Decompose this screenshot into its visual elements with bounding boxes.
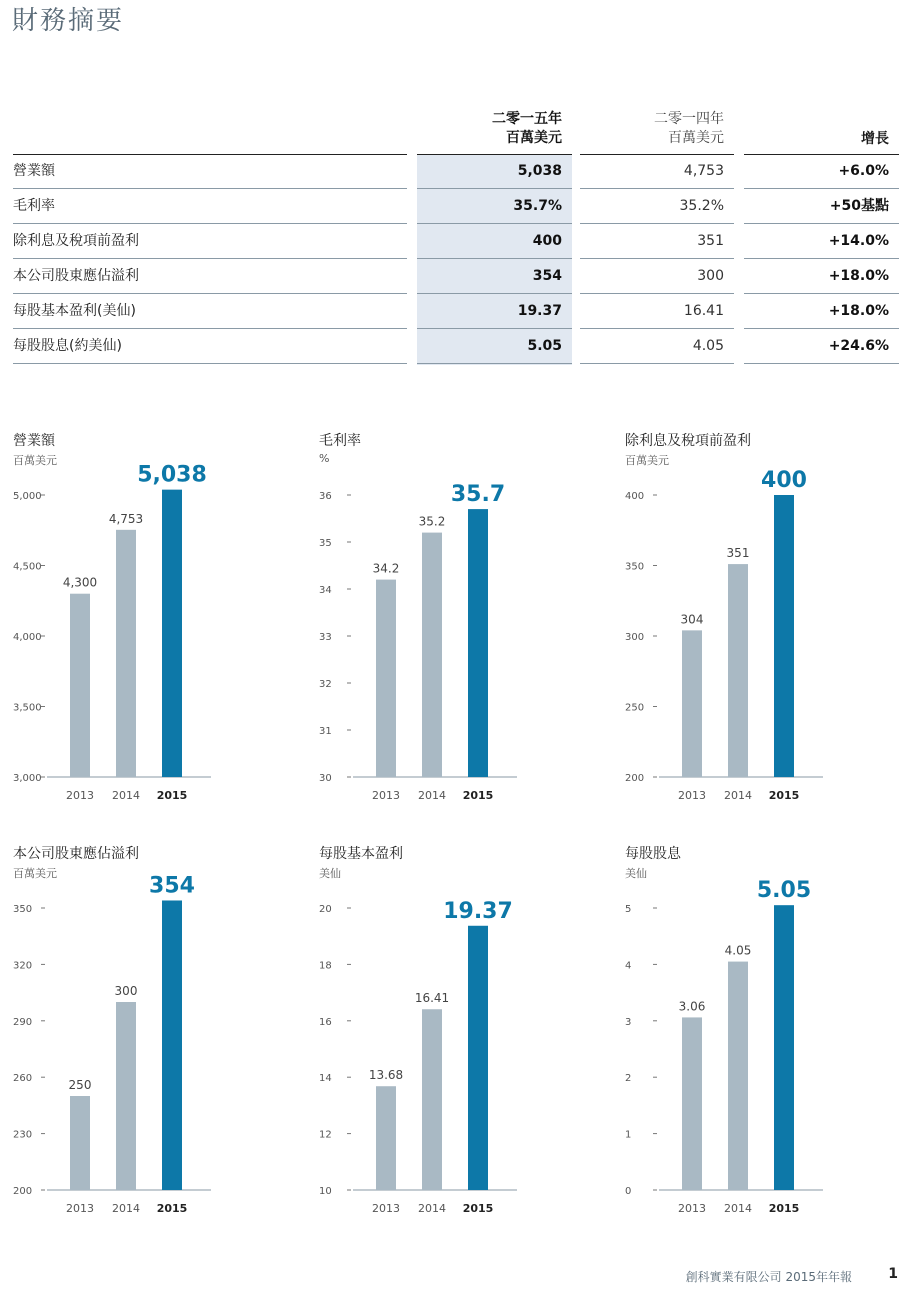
header-growth: 增長 <box>861 131 889 147</box>
y-tick-label: 32 <box>319 679 332 690</box>
chart-unit: 百萬美元 <box>13 867 57 880</box>
page-title: 財務摘要 <box>12 6 125 36</box>
chart-unit: % <box>319 452 330 465</box>
row-label: 毛利率 <box>13 198 55 214</box>
x-tick-label: 2014 <box>418 1202 446 1215</box>
y-tick-label: 33 <box>319 632 332 643</box>
x-tick-label: 2014 <box>112 1202 140 1215</box>
x-tick-label: 2014 <box>418 789 446 802</box>
y-tick-label: 34 <box>319 585 332 596</box>
y-tick-label: 5 <box>625 904 632 915</box>
y-tick-label: 16 <box>319 1016 332 1028</box>
header-2015-line2: 百萬美元 <box>506 130 562 146</box>
bar <box>116 1002 136 1190</box>
value-2014: 4,753 <box>683 163 724 179</box>
bar <box>468 926 488 1190</box>
y-tick-label: 290 <box>13 1016 33 1028</box>
y-tick-label: 350 <box>625 561 645 573</box>
data-label: 5,038 <box>137 462 207 488</box>
data-label: 250 <box>68 1078 92 1092</box>
value-2015: 5.05 <box>527 338 562 354</box>
bar <box>774 495 794 777</box>
value-2014: 300 <box>697 268 724 284</box>
chart-title: 本公司股東應佔溢利 <box>13 846 139 862</box>
data-label: 4,300 <box>62 575 98 590</box>
x-tick-label: 2015 <box>462 1202 494 1215</box>
bar-chart-svg <box>319 843 619 1243</box>
bar <box>682 1017 702 1190</box>
y-tick-label: 14 <box>319 1073 332 1085</box>
x-tick-label: 2013 <box>66 789 94 802</box>
y-tick-label: 200 <box>625 773 645 784</box>
y-tick-label: 260 <box>13 1073 33 1085</box>
header-2014-line1: 二零一四年 <box>654 111 724 127</box>
bar <box>376 1086 396 1190</box>
data-label: 5.05 <box>756 878 812 904</box>
y-tick-label: 1 <box>625 1129 632 1141</box>
growth-value: +50基點 <box>829 198 889 214</box>
header-2014-line2: 百萬美元 <box>668 130 724 146</box>
data-label: 4.05 <box>724 943 752 958</box>
bar <box>70 1096 90 1190</box>
table-row <box>13 294 899 329</box>
chart-dividend <box>625 843 900 1243</box>
row-label: 營業額 <box>13 163 55 179</box>
value-2015: 354 <box>532 268 562 284</box>
table-row <box>13 154 899 189</box>
bar-chart-svg <box>625 430 900 830</box>
chart-eps <box>319 843 619 1243</box>
chart-unit: 美仙 <box>625 867 647 880</box>
value-2014: 35.2% <box>679 198 724 214</box>
data-label: 3.06 <box>678 999 706 1014</box>
chart-revenue <box>13 430 313 830</box>
value-2014: 351 <box>697 233 724 249</box>
row-divider <box>744 363 899 364</box>
y-tick-label: 4,500 <box>13 561 42 573</box>
y-tick-label: 3,000 <box>13 773 42 784</box>
chart-gross-margin <box>319 430 619 830</box>
row-divider <box>580 363 734 364</box>
y-tick-label: 35 <box>319 538 332 549</box>
data-label: 16.41 <box>414 991 450 1006</box>
bar <box>728 564 748 777</box>
data-label: 351 <box>726 546 750 561</box>
data-label: 300 <box>114 984 138 998</box>
x-tick-label: 2013 <box>678 1202 706 1215</box>
header-2015-line1: 二零一五年 <box>492 111 562 127</box>
y-tick-label: 5,000 <box>13 491 42 502</box>
value-2015: 19.37 <box>517 303 562 319</box>
y-tick-label: 4 <box>625 960 632 972</box>
value-2015: 35.7% <box>513 198 562 214</box>
bar-chart-svg <box>625 843 900 1243</box>
y-tick-label: 230 <box>13 1129 33 1141</box>
growth-value: +6.0% <box>838 163 889 179</box>
row-label: 本公司股東應佔溢利 <box>13 268 139 284</box>
table-row <box>13 189 899 224</box>
data-label: 304 <box>680 612 704 627</box>
footer-company: 創科實業有限公司 2015年年報 <box>685 1270 852 1284</box>
bar <box>728 962 748 1190</box>
value-2015: 400 <box>532 233 562 249</box>
y-tick-label: 36 <box>319 491 332 502</box>
chart-title: 除利息及稅項前盈利 <box>625 433 751 449</box>
bar-chart-svg <box>13 430 313 830</box>
data-label: 19.37 <box>443 898 513 924</box>
data-label: 35.2 <box>418 514 446 529</box>
table-row <box>13 329 899 364</box>
chart-title: 每股股息 <box>625 846 681 862</box>
bar <box>422 533 442 777</box>
table-header <box>13 108 899 154</box>
x-tick-label: 2015 <box>768 789 800 802</box>
x-tick-label: 2014 <box>112 789 140 802</box>
data-label: 354 <box>149 873 195 899</box>
growth-value: +14.0% <box>828 233 889 249</box>
chart-unit: 百萬美元 <box>13 454 57 467</box>
bar <box>162 490 182 777</box>
chart-title: 營業額 <box>13 433 55 449</box>
bar <box>116 530 136 777</box>
growth-value: +18.0% <box>828 303 889 319</box>
y-tick-label: 3,500 <box>13 702 42 714</box>
bar-chart-svg <box>13 843 313 1243</box>
growth-value: +24.6% <box>828 338 889 354</box>
page-number: 1 <box>888 1266 898 1282</box>
x-tick-label: 2013 <box>372 1202 400 1215</box>
row-label: 除利息及稅項前盈利 <box>13 233 139 249</box>
value-2014: 16.41 <box>683 303 724 319</box>
x-tick-label: 2013 <box>372 789 400 802</box>
row-label: 每股股息(約美仙) <box>13 338 122 354</box>
x-tick-label: 2014 <box>724 1202 752 1215</box>
y-tick-label: 3 <box>625 1016 632 1028</box>
y-tick-label: 350 <box>13 904 33 915</box>
y-tick-label: 0 <box>625 1186 632 1197</box>
x-tick-label: 2013 <box>66 1202 94 1215</box>
table-row <box>13 259 899 294</box>
y-tick-label: 4,000 <box>13 632 42 643</box>
chart-unit: 百萬美元 <box>625 454 669 467</box>
chart-ebit <box>625 430 900 830</box>
row-divider <box>13 363 407 364</box>
row-label: 每股基本盈利(美仙) <box>13 303 136 319</box>
data-label: 35.7 <box>450 482 506 508</box>
x-tick-label: 2015 <box>156 789 188 802</box>
y-tick-label: 200 <box>13 1186 33 1197</box>
table-row <box>13 224 899 259</box>
chart-title: 每股基本盈利 <box>319 846 403 862</box>
y-tick-label: 2 <box>625 1073 632 1085</box>
bar <box>376 580 396 777</box>
value-2015: 5,038 <box>517 163 562 179</box>
x-tick-label: 2013 <box>678 789 706 802</box>
bar <box>774 905 794 1190</box>
bar <box>468 509 488 777</box>
y-tick-label: 20 <box>319 904 332 915</box>
x-tick-label: 2015 <box>768 1202 800 1215</box>
x-tick-label: 2015 <box>462 789 494 802</box>
bar <box>422 1009 442 1190</box>
y-tick-label: 300 <box>625 632 645 643</box>
y-tick-label: 400 <box>625 491 645 502</box>
x-tick-label: 2015 <box>156 1202 188 1215</box>
y-tick-label: 12 <box>319 1129 332 1141</box>
y-tick-label: 31 <box>319 726 332 737</box>
data-label: 13.68 <box>368 1068 404 1083</box>
bar <box>162 900 182 1190</box>
row-divider <box>417 363 572 364</box>
chart-unit: 美仙 <box>319 867 341 880</box>
y-tick-label: 18 <box>319 960 332 972</box>
y-tick-label: 250 <box>625 702 645 714</box>
data-label: 34.2 <box>372 561 400 576</box>
chart-profit <box>13 843 313 1243</box>
y-tick-label: 320 <box>13 960 33 972</box>
bar <box>682 630 702 777</box>
value-2014: 4.05 <box>692 338 724 354</box>
bar-chart-svg <box>319 430 619 830</box>
chart-title: 毛利率 <box>319 433 361 449</box>
y-tick-label: 10 <box>319 1186 332 1197</box>
growth-value: +18.0% <box>828 268 889 284</box>
data-label: 4,753 <box>108 511 144 526</box>
bar <box>70 594 90 777</box>
x-tick-label: 2014 <box>724 789 752 802</box>
data-label: 400 <box>761 468 807 493</box>
y-tick-label: 30 <box>319 773 332 784</box>
